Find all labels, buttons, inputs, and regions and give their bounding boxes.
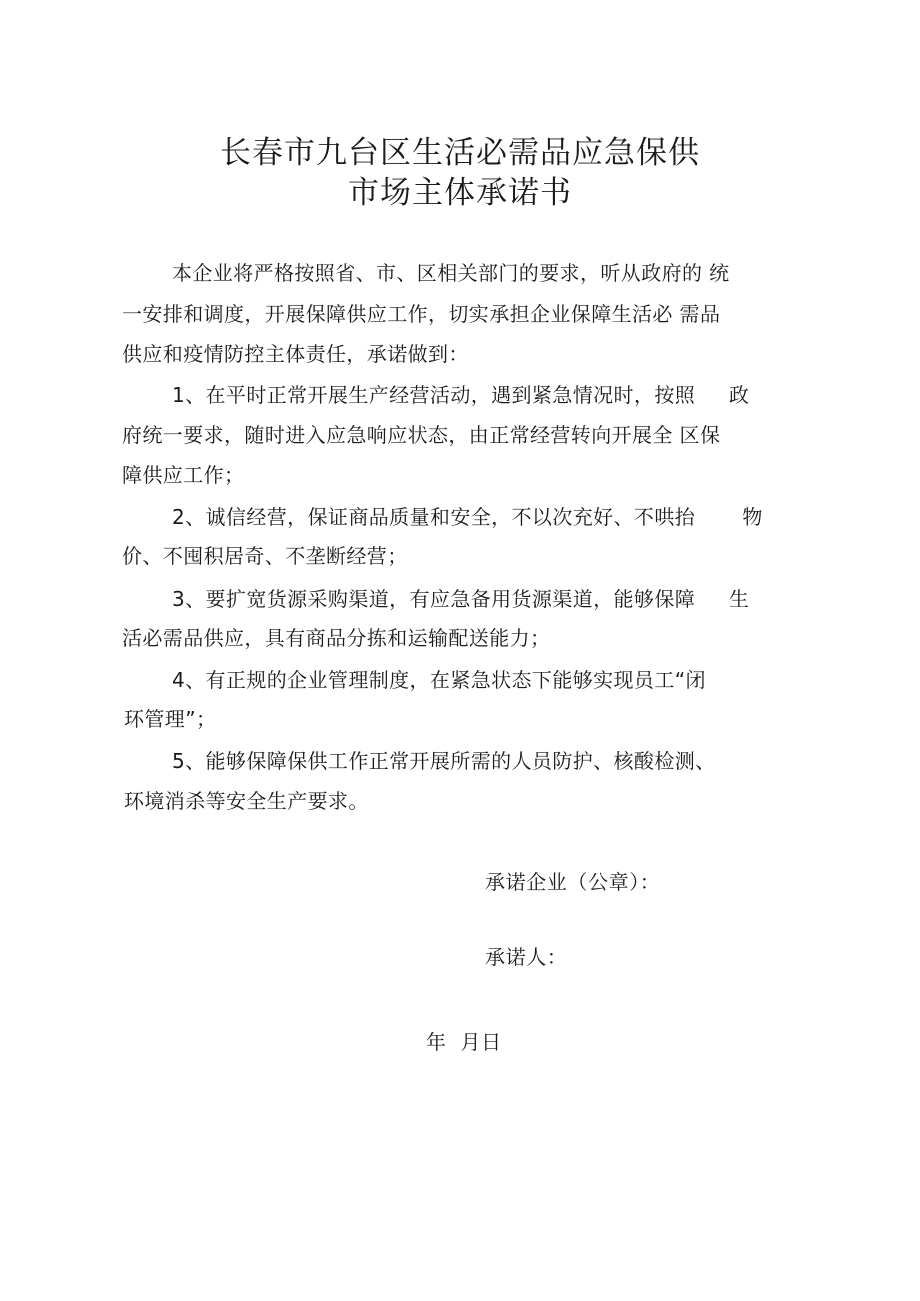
body-line: 府统一要求，随时进入应急响应状态，由正常经营转向开展全 区保 xyxy=(122,423,721,447)
document-title-line-2: 市场主体承诺书 xyxy=(348,175,572,211)
body-line: 本企业将严格按照省、市、区相关部门的要求，听从政府的 统 xyxy=(172,261,730,285)
body-line: 2、诚信经营，保证商品质量和安全，不以次充好、不哄抬 物 xyxy=(172,505,763,529)
body-line: 一安排和调度，开展保障供应工作，切实承担企业保障生活必 需品 xyxy=(122,302,721,326)
body-line: 4、有正规的企业管理制度，在紧急状态下能够实现员工“闭 xyxy=(172,668,706,692)
company-seal-label: 承诺企业（公章）： xyxy=(485,870,661,894)
document-title-line-1: 长春市九台区生活必需品应急保供 xyxy=(220,135,700,171)
body-line: 价、不囤积居奇、不垄断经营； xyxy=(122,544,408,568)
body-line: 环境消杀等安全生产要求。 xyxy=(124,789,369,813)
body-line: 5、能够保障保供工作正常开展所需的人员防护、核酸检测、 xyxy=(172,749,716,773)
body-line: 3、要扩宽货源采购渠道，有应急备用货源渠道，能够保障 生 xyxy=(172,587,750,611)
body-line: 环管理”； xyxy=(124,707,217,731)
promiser-label: 承诺人： xyxy=(485,945,568,969)
body-line: 活必需品供应，具有商品分拣和运输配送能力； xyxy=(122,626,551,650)
body-line: 障供应工作； xyxy=(122,463,245,487)
body-line: 1、在平时正常开展生产经营活动，遇到紧急情况时，按照 政 xyxy=(172,383,750,407)
body-line: 供应和疫情防控主体责任，承诺做到： xyxy=(122,342,469,366)
date-label: 年 月日 xyxy=(426,1030,502,1054)
